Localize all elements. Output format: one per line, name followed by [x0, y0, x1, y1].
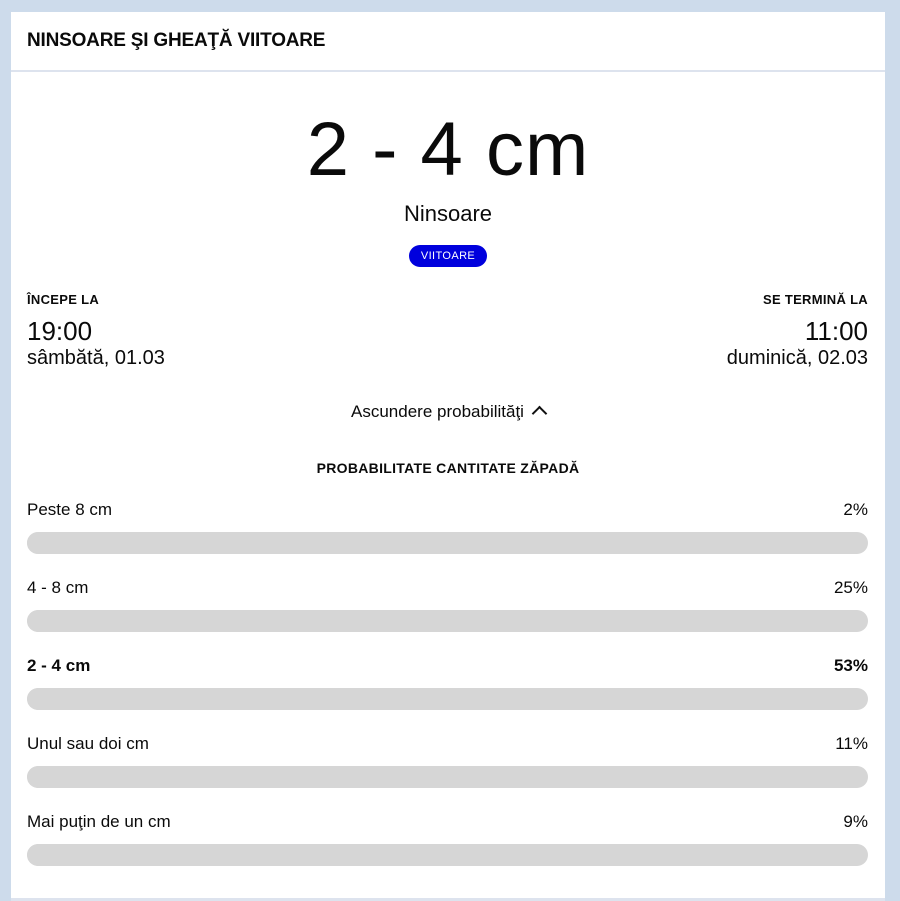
chevron-up-icon	[532, 406, 548, 422]
probability-percent: 9%	[843, 812, 868, 831]
probability-label: 2 - 4 cm	[27, 656, 91, 675]
probability-bar	[27, 766, 868, 788]
status-badge-wrap	[11, 245, 885, 267]
probability-bar-fill	[27, 688, 473, 710]
hide-probabilities-toggle[interactable]	[11, 400, 885, 424]
probability-label: 4 - 8 cm	[27, 578, 89, 597]
card-header	[11, 12, 885, 72]
probability-row	[27, 732, 868, 810]
status-badge: VIITOARE	[409, 245, 487, 267]
end-label: SE TERMINĂ LA	[762, 292, 868, 307]
card-title: NINSOARE ŞI GHEAŢĂ VIITOARE	[27, 30, 326, 51]
probability-bar-fill	[27, 766, 120, 788]
probability-percent: 25%	[833, 578, 868, 597]
toggle-label: Ascundere probabilităţi	[351, 402, 524, 421]
probability-percent: 2%	[843, 500, 868, 519]
snow-forecast-card	[11, 12, 885, 901]
probability-label: Unul sau doi cm	[27, 734, 149, 753]
probability-bar-fill	[27, 844, 103, 866]
start-date: sâmbătă, 01.03	[27, 347, 165, 369]
start-time: 19:00	[27, 316, 93, 346]
probability-bar	[27, 688, 868, 710]
start-label: ÎNCEPE LA	[27, 292, 100, 307]
probability-row	[27, 498, 868, 576]
probability-title: PROBABILITATE CANTITATE ZĂPADĂ	[316, 460, 580, 476]
start-time-block	[27, 292, 387, 370]
probability-row	[27, 576, 868, 654]
probability-bar	[27, 532, 868, 554]
snow-amount: 2 - 4 cm	[306, 107, 590, 192]
end-time: 11:00	[804, 316, 868, 346]
probability-percent: 11%	[835, 734, 868, 753]
probability-percent: 53%	[833, 656, 868, 675]
probability-bar	[27, 844, 868, 866]
precipitation-type: Ninsoare	[403, 201, 493, 226]
probability-row	[27, 810, 868, 888]
probability-bar-fill	[27, 610, 237, 632]
end-time-block	[508, 292, 868, 370]
end-date: duminică, 02.03	[726, 347, 868, 369]
probability-label: Peste 8 cm	[27, 500, 113, 519]
probability-bar-fill	[27, 532, 44, 554]
probability-list	[27, 498, 868, 888]
probability-bar	[27, 610, 868, 632]
probability-row-selected	[27, 654, 868, 732]
probability-label: Mai puţin de un cm	[27, 812, 171, 831]
